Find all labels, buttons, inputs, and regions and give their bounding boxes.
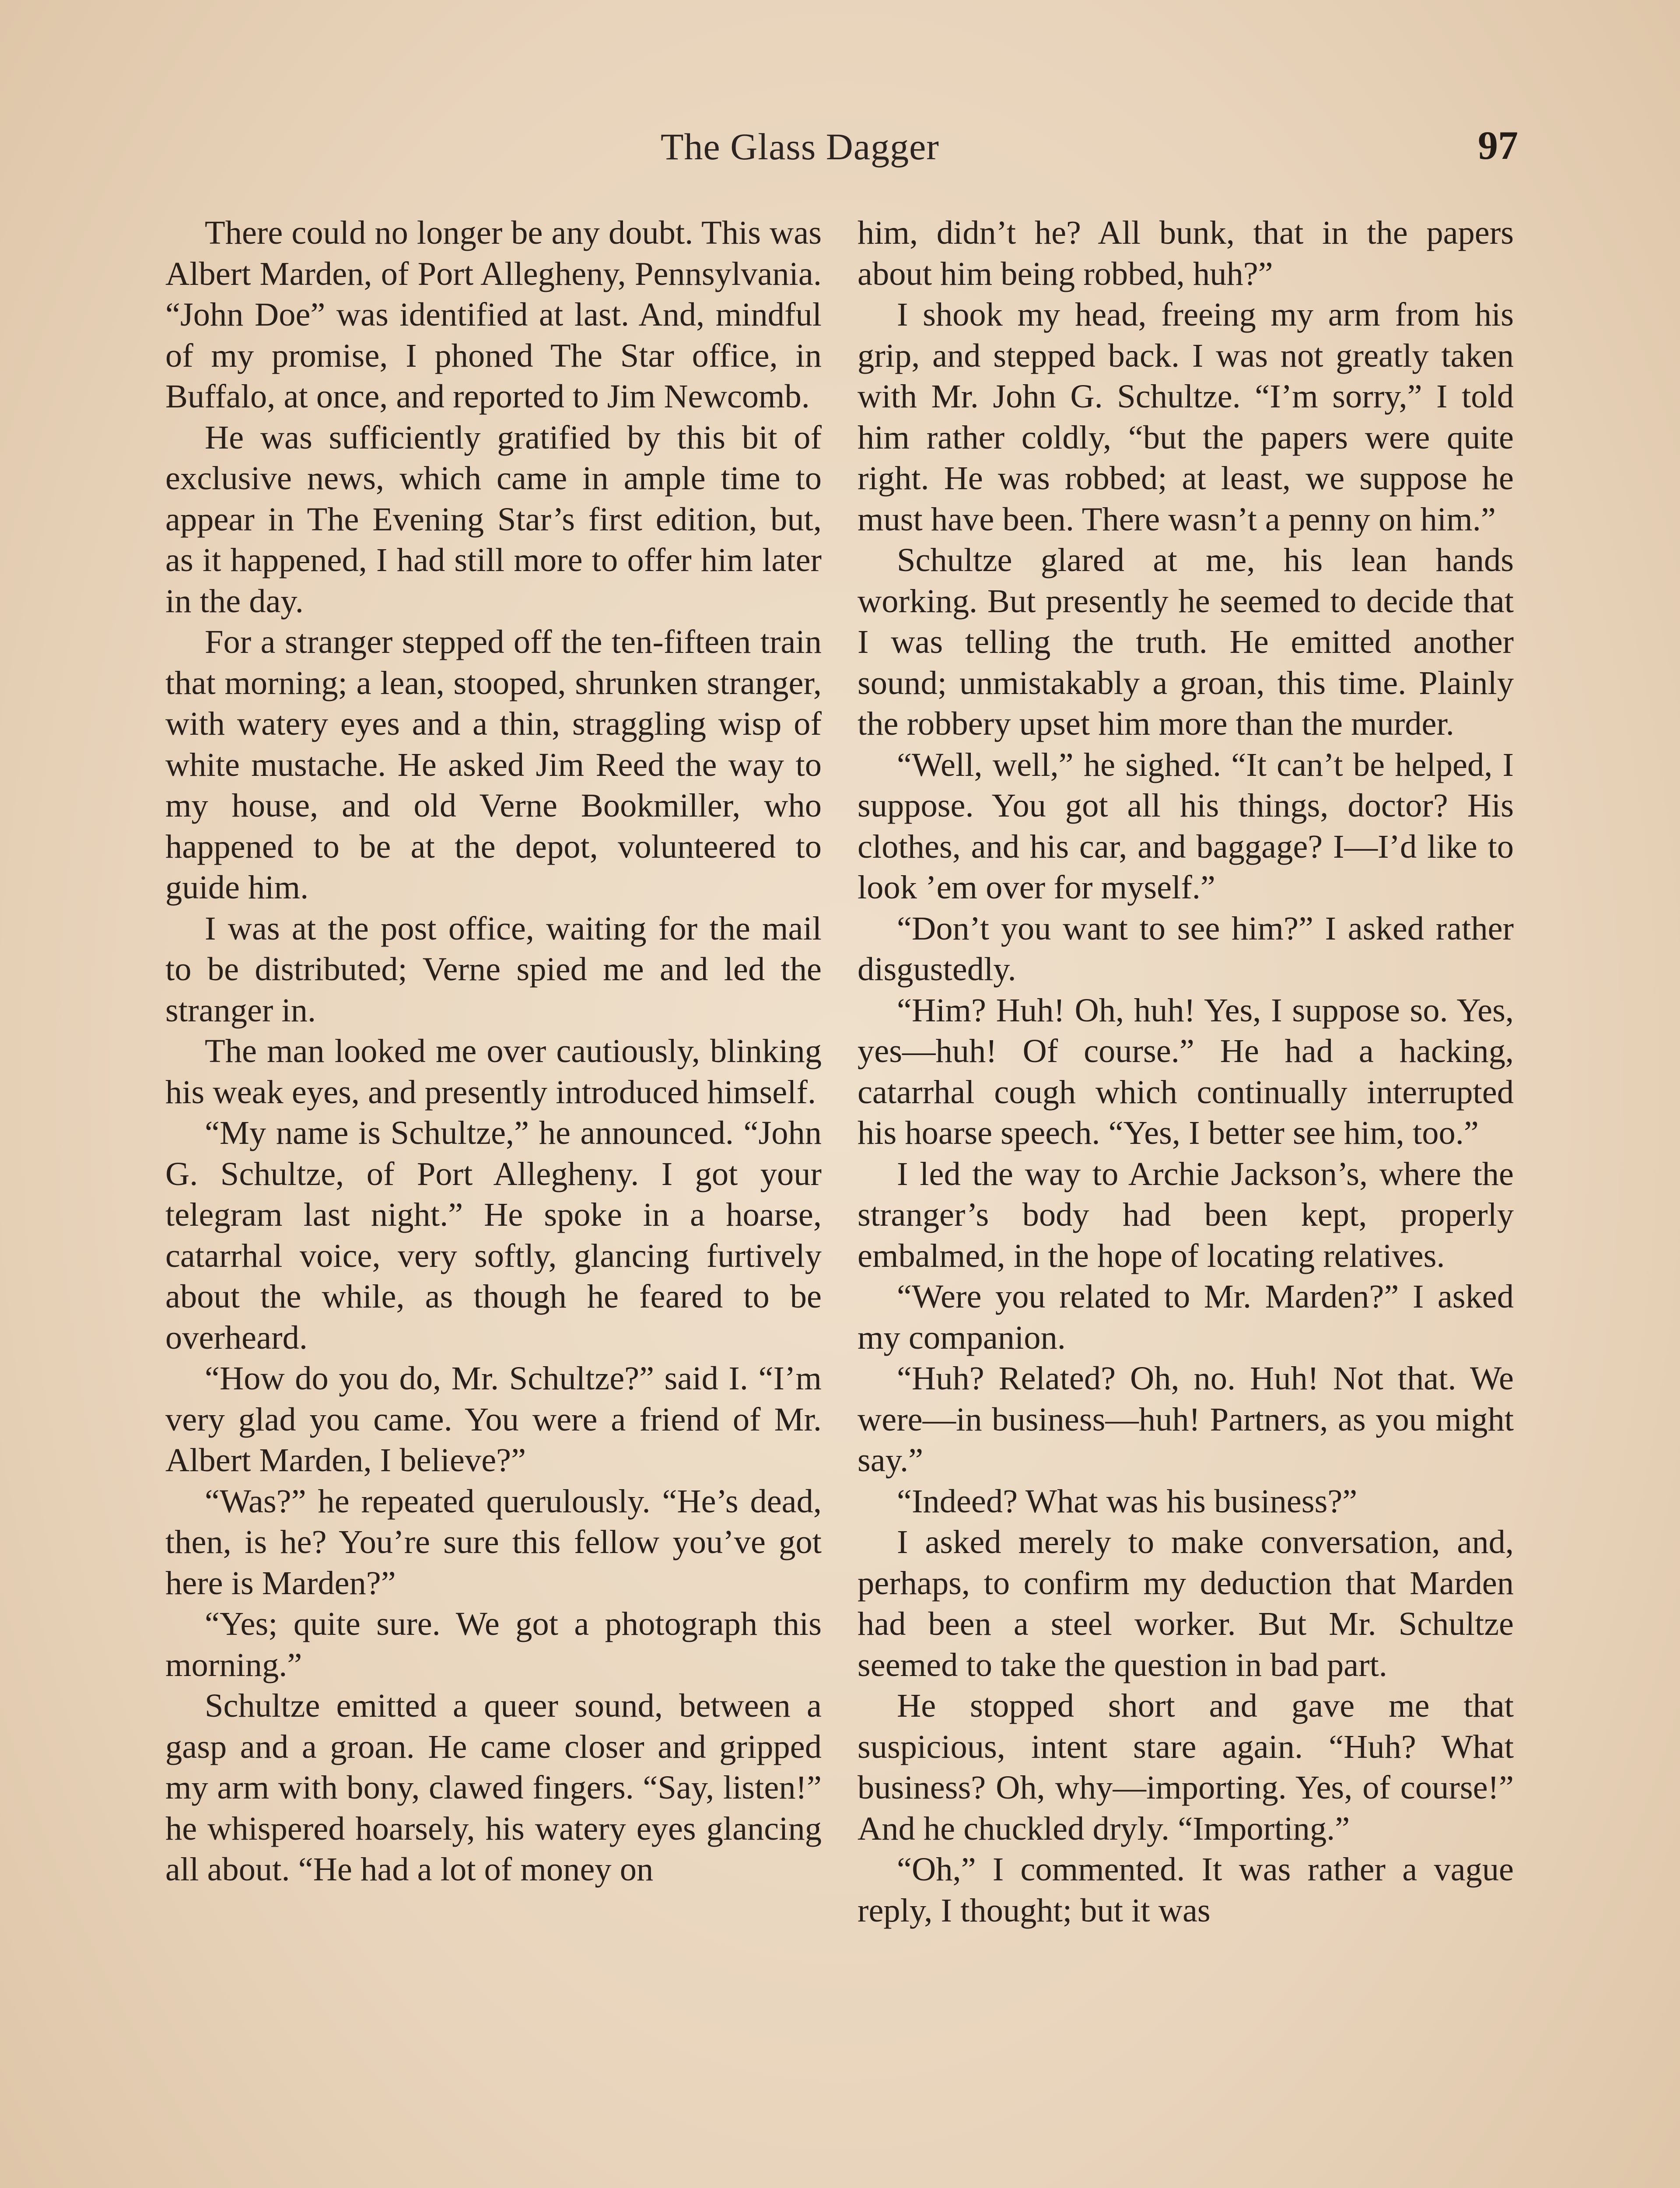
- page-header: [166, 125, 1518, 177]
- page-number: 97: [1478, 123, 1518, 168]
- running-title: The Glass Dagger: [661, 126, 939, 168]
- paragraph: “Well, well,” he sighed. “It can’t be helped, I suppose. You got all his things, doctor? His clothes, and his car, and baggage? I—I’d like to look ’em over for myself.”: [858, 746, 1514, 906]
- paragraph: “How do you do, Mr. Schultze?” said I. “I’m very glad you came. You were a friend of Mr. Albert Marden, I believe?”: [165, 1360, 822, 1479]
- paragraph: I asked merely to make conversation, and, perhaps, to confirm my deduction that Marden had been a steel worker. But Mr. Schultze seemed to take the question in bad part.: [858, 1523, 1514, 1683]
- paragraph: “Indeed? What was his business?”: [897, 1482, 1358, 1520]
- paragraph: The man looked me over cautiously, blinking his weak eyes, and presently introduced himself.: [165, 1032, 822, 1111]
- paragraph: There could no longer be any doubt. This was Albert Marden, of Port Allegheny, Pennsylvania. “John Doe” was identified at last. And, mindful of my promise, I phoned The Star office, in Buffalo, at once, and reported to Jim Newcomb.: [165, 214, 822, 415]
- paragraph: I shook my head, freeing my arm from his grip, and stepped back. I was not greatly taken with Mr. John G. Schultze. “I’m sorry,” I told him rather coldly, “but the papers were quite right. He was robbed; at least, we suppose he must have been. There wasn’t a penny on him.”: [858, 296, 1514, 538]
- paragraph: Schultze glared at me, his lean hands working. But presently he seemed to decide that I was telling the truth. He emitted another sound; unmistakably a groan, this time. Plainly the robbery upset him more than the murder.: [858, 541, 1514, 742]
- paragraph: He stopped short and gave me that suspicious, intent stare again. “Huh? What business? Oh, why—importing. Yes, of course!” And he chuckled dryly. “Importing.”: [858, 1687, 1514, 1847]
- paragraph-continued: him, didn’t he? All bunk, that in the papers about him being robbed, huh?”: [858, 214, 1514, 292]
- paragraph: For a stranger stepped off the ten-fifteen train that morning; a lean, stooped, shrunken stranger, with watery eyes and a thin, straggling wisp of white mustache. He asked Jim Reed the way to my house, and old Verne Bookmiller, who happened to be at the depot, volunteered to guide him.: [165, 623, 822, 906]
- right-column: [858, 212, 1514, 1931]
- paragraph: “Was?” he repeated querulously. “He’s dead, then, is he? You’re sure this fellow you’ve got here is Marden?”: [165, 1482, 822, 1602]
- paragraph: Schultze emitted a queer sound, between a gasp and a groan. He came closer and gripped my arm with bony, clawed fingers. “Say, listen!” he whispered hoarsely, his watery eyes glancing all about. “He had a lot of money on: [165, 1687, 822, 1888]
- paragraph: “My name is Schultze,” he announced. “John G. Schultze, of Port Allegheny. I got your telegram last night.” He spoke in a hoarse, catarrhal voice, very softly, glancing furtively about the while, as though he feared to be overheard.: [165, 1114, 822, 1356]
- paragraph: “Huh? Related? Oh, no. Huh! Not that. We were—in business—huh! Partners, as you might say.”: [858, 1360, 1514, 1479]
- paragraph: “Don’t you want to see him?” I asked rather disgustedly.: [858, 909, 1514, 988]
- paragraph: I was at the post office, waiting for the mail to be distributed; Verne spied me and led the stranger in.: [165, 909, 822, 1029]
- paragraph: “Yes; quite sure. We got a photograph this morning.”: [165, 1605, 822, 1683]
- paragraph: He was sufficiently gratified by this bit of exclusive news, which came in ample time to appear in The Evening Star’s first edition, but, as it happened, I had still more to offer him later in the day.: [165, 418, 822, 620]
- paragraph: “Oh,” I commented. It was rather a vague reply, I thought; but it was: [858, 1851, 1514, 1929]
- paragraph: “Were you related to Mr. Marden?” I asked my companion.: [858, 1278, 1514, 1356]
- left-column: [165, 212, 822, 1890]
- paragraph: “Him? Huh! Oh, huh! Yes, I suppose so. Yes, yes—huh! Of course.” He had a hacking, catarrhal cough which continually interrupted his hoarse speech. “Yes, I better see him, too.”: [858, 991, 1514, 1151]
- paragraph: I led the way to Archie Jackson’s, where the stranger’s body had been kept, properly embalmed, in the hope of locating relatives.: [858, 1155, 1514, 1274]
